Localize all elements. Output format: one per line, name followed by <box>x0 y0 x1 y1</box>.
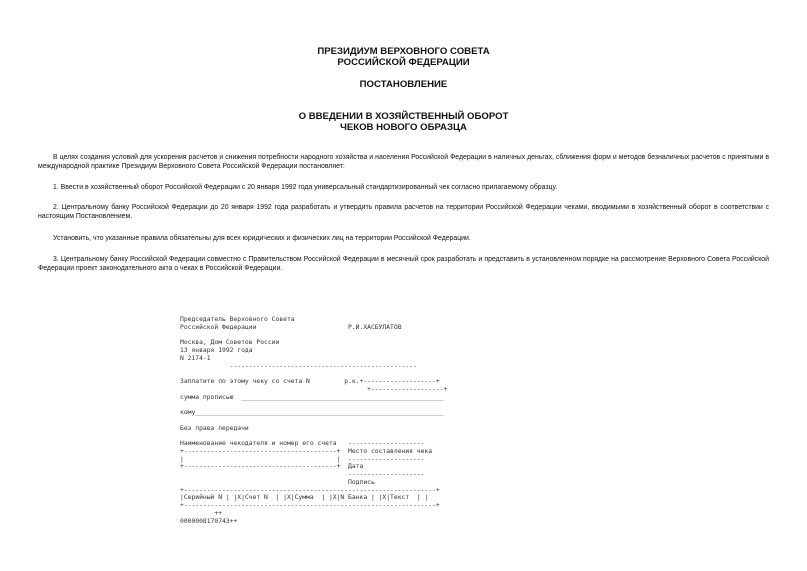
preamble-paragraph: В целях создания условий для ускорения расчетов и снижения потребности народного хозяйства и населения Российской Федерации в наличных деньгах, сближения форм и методов безналичных расчетов с принятыми в международной практике Президиум Верховного Совета Российской Федерации постановляет: <box>38 154 769 171</box>
signature-and-cheque-template: Председатель Верховного Совета Российской Федерации Р.И.ХАСБУЛАТОВ Москва, Дом Советов России 13 января 1992 года N 2174-1 ------------------------------------------------- Заплатите по этому чеку со счета N р.к.+-------------------+ +-------------------+ сумма прописью _____________________________________________________ кому_________________________________________________________________ Без права передачи Наименование чекодателя и номер его счета -------------------- +----------------------------------------+ Место составления чека | | -------------------- +----------------------------------------+ Дата -------------------- Подпись +------------------------------------------------------------------+ |Серийный N | |Х|Счет N | |Х|Сумма | |Х|N Банка | |Х|Текст | | +------------------------------------------------------------------+ ++ 0000008170743++ <box>180 316 448 525</box>
clause-3-paragraph: 3. Центральному банку Российской Федерации совместно с Правительством Российской Федерации в месячный срок разработать и представить в установленном порядке на рассмотрение Верховного Совета Российской Федерации проект законодательного акта о чеках в Российской Федерации. <box>38 256 769 273</box>
clause-1-paragraph: 1. Ввести в хозяйственный оборот Российской Федерации с 20 января 1992 года универсальный стандартизированный чек согласно прилагаемому образцу. <box>53 184 558 191</box>
rules-paragraph: Установить, что указанные правила обязательны для всех юридических и физических лиц на территории Российской Федерации. <box>53 235 471 242</box>
org-name-line1: ПРЕЗИДИУМ ВЕРХОВНОГО СОВЕТА <box>317 46 490 57</box>
document-type: ПОСТАНОВЛЕНИЕ <box>359 79 448 90</box>
document-title-line2: ЧЕКОВ НОВОГО ОБРАЗЦА <box>340 122 467 133</box>
document-title-line1: О ВВЕДЕНИИ В ХОЗЯЙСТВЕННЫЙ ОБОРОТ <box>298 111 509 122</box>
clause-2-paragraph: 2. Центральному банку Российской Федерации до 20 января 1992 года разработать и утвердить правила расчетов на территории Российской Федерации чеками, вводимыми в хозяйственный оборот в соответствии с настоящим Постановлением. <box>38 204 769 221</box>
org-name-line2: РОССИЙСКОЙ ФЕДЕРАЦИИ <box>337 57 470 68</box>
